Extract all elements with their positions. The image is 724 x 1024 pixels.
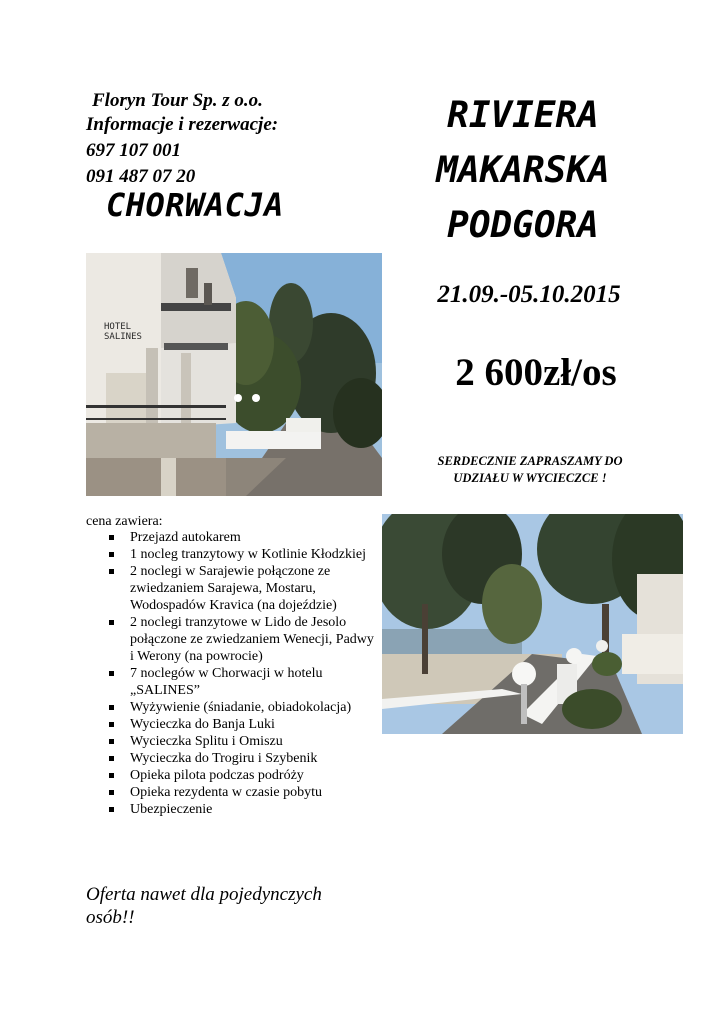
destination-title (398, 88, 648, 253)
invitation-line-1: SERDECZNIE ZAPRASZAMY DO (437, 454, 623, 468)
trip-price: 2 600zł/os (455, 351, 617, 394)
hotel-photo (86, 253, 382, 496)
list-item: Wycieczka do Trogiru i Szybenik (106, 750, 376, 767)
invitation-line-2: UDZIAŁU W WYCIECZCE ! (453, 471, 607, 485)
info-label: Informacje i rezerwacje: (86, 114, 279, 135)
title-line-3: PODGORA (447, 205, 599, 246)
phone-number-1: 697 107 001 (86, 140, 181, 161)
offer-line-2: osób!! (86, 907, 135, 928)
country-heading: CHORWACJA (106, 186, 284, 224)
title-line-2: MAKARSKA (436, 150, 610, 191)
list-item: 7 noclegów w Chorwacji w hotelu „SALINES” (106, 665, 376, 699)
contact-block (86, 113, 278, 191)
list-item: Ubezpieczenie (106, 801, 376, 818)
includes-list (106, 529, 376, 818)
list-item: Wyżywienie (śniadanie, obiadokolacja) (106, 699, 376, 716)
list-item: Opieka rezydenta w czasie pobytu (106, 784, 376, 801)
list-item: Wycieczka do Banja Luki (106, 716, 376, 733)
title-line-1: RIVIERA (447, 95, 599, 136)
list-item: 2 noclegi w Sarajewie połączone ze zwiedzaniem Sarajewa, Mostaru, Wodospadów Kravica (na dojeździe) (106, 563, 376, 614)
list-item: Opieka pilota podczas podróży (106, 767, 376, 784)
company-name: Floryn Tour Sp. z o.o. (92, 90, 263, 111)
list-item: Przejazd autokarem (106, 529, 376, 546)
promenade-photo (382, 514, 683, 734)
list-item: 2 noclegi tranzytowe w Lido de Jesolo połączone ze zwiedzaniem Wenecji, Padwy i Werony (na powrocie) (106, 614, 376, 665)
invitation-text (410, 453, 650, 487)
offer-note (86, 883, 322, 929)
hotel-sign-line-2: SALINES (104, 332, 142, 342)
phone-number-2: 091 487 07 20 (86, 166, 196, 187)
trip-dates: 21.09.-05.10.2015 (437, 281, 621, 308)
list-item: Wycieczka Splitu i Omiszu (106, 733, 376, 750)
hotel-sign-line-1: HOTEL (104, 322, 132, 332)
list-item: 1 nocleg tranzytowy w Kotlinie Kłodzkiej (106, 546, 376, 563)
offer-line-1: Oferta nawet dla pojedynczych (86, 884, 322, 905)
includes-label: cena zawiera: (86, 514, 163, 529)
